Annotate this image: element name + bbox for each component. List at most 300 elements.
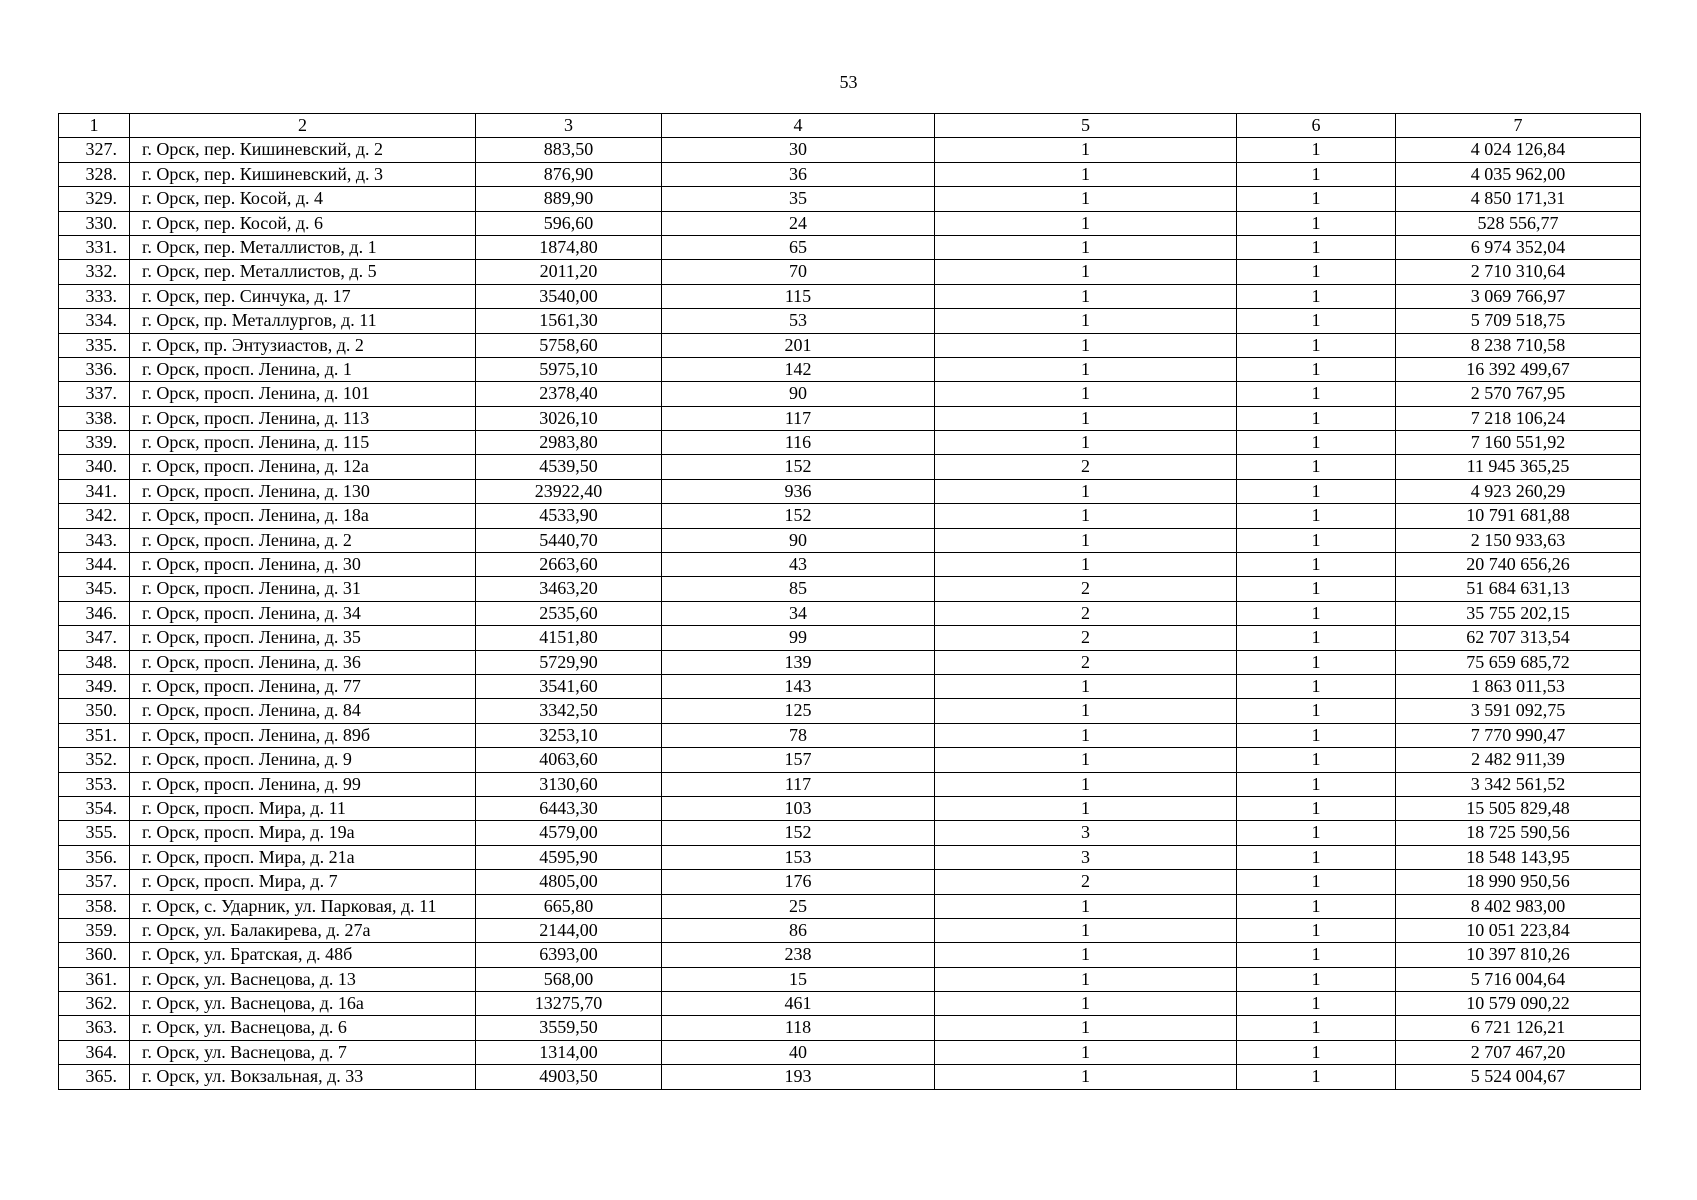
- table-row: [59, 1040, 1641, 1064]
- count-cell: 152: [662, 821, 935, 845]
- table-row: [59, 967, 1641, 991]
- address-cell: г. Орск, пер. Кишиневский, д. 2: [130, 138, 476, 162]
- table-row: [59, 382, 1641, 406]
- amount-cell: 1 863 011,53: [1396, 674, 1641, 698]
- address-cell: г. Орск, просп. Ленина, д. 89б: [130, 723, 476, 747]
- row-number: 363.: [59, 1016, 130, 1040]
- col5-cell: 1: [935, 235, 1237, 259]
- area-cell: 2011,20: [476, 260, 662, 284]
- table-row: [59, 406, 1641, 430]
- area-cell: 4151,80: [476, 626, 662, 650]
- col6-cell: 1: [1237, 528, 1396, 552]
- count-cell: 86: [662, 918, 935, 942]
- count-cell: 139: [662, 650, 935, 674]
- amount-cell: 6 721 126,21: [1396, 1016, 1641, 1040]
- address-cell: г. Орск, просп. Ленина, д. 2: [130, 528, 476, 552]
- address-cell: г. Орск, просп. Ленина, д. 30: [130, 553, 476, 577]
- table-row: [59, 284, 1641, 308]
- amount-cell: 5 709 518,75: [1396, 309, 1641, 333]
- col6-cell: 1: [1237, 674, 1396, 698]
- col6-cell: 1: [1237, 138, 1396, 162]
- row-number: 360.: [59, 943, 130, 967]
- count-cell: 53: [662, 309, 935, 333]
- area-cell: 4595,90: [476, 845, 662, 869]
- row-number: 331.: [59, 235, 130, 259]
- count-cell: 118: [662, 1016, 935, 1040]
- address-cell: г. Орск, с. Ударник, ул. Парковая, д. 11: [130, 894, 476, 918]
- area-cell: 4579,00: [476, 821, 662, 845]
- address-cell: г. Орск, просп. Ленина, д. 77: [130, 674, 476, 698]
- count-cell: 99: [662, 626, 935, 650]
- col6-cell: 1: [1237, 1040, 1396, 1064]
- address-cell: г. Орск, ул. Васнецова, д. 16а: [130, 992, 476, 1016]
- area-cell: 2144,00: [476, 918, 662, 942]
- area-cell: 1874,80: [476, 235, 662, 259]
- table-row: [59, 674, 1641, 698]
- address-cell: г. Орск, пер. Косой, д. 6: [130, 211, 476, 235]
- table-row: [59, 748, 1641, 772]
- column-header: 7: [1396, 114, 1641, 138]
- area-cell: 3130,60: [476, 772, 662, 796]
- amount-cell: 2 710 310,64: [1396, 260, 1641, 284]
- count-cell: 142: [662, 357, 935, 381]
- table-row: [59, 211, 1641, 235]
- count-cell: 117: [662, 406, 935, 430]
- address-cell: г. Орск, пер. Металлистов, д. 5: [130, 260, 476, 284]
- area-cell: 4805,00: [476, 870, 662, 894]
- amount-cell: 20 740 656,26: [1396, 553, 1641, 577]
- column-header: 4: [662, 114, 935, 138]
- area-cell: 3463,20: [476, 577, 662, 601]
- col6-cell: 1: [1237, 577, 1396, 601]
- area-cell: 2378,40: [476, 382, 662, 406]
- col6-cell: 1: [1237, 967, 1396, 991]
- address-cell: г. Орск, пр. Энтузиастов, д. 2: [130, 333, 476, 357]
- address-cell: г. Орск, просп. Мира, д. 19а: [130, 821, 476, 845]
- column-header: 1: [59, 114, 130, 138]
- table-row: [59, 650, 1641, 674]
- table-row: [59, 333, 1641, 357]
- row-number: 336.: [59, 357, 130, 381]
- area-cell: 4539,50: [476, 455, 662, 479]
- row-number: 351.: [59, 723, 130, 747]
- row-number: 327.: [59, 138, 130, 162]
- area-cell: 568,00: [476, 967, 662, 991]
- area-cell: 5440,70: [476, 528, 662, 552]
- table-row: [59, 260, 1641, 284]
- amount-cell: 528 556,77: [1396, 211, 1641, 235]
- address-cell: г. Орск, ул. Васнецова, д. 7: [130, 1040, 476, 1064]
- area-cell: 665,80: [476, 894, 662, 918]
- address-cell: г. Орск, просп. Ленина, д. 84: [130, 699, 476, 723]
- col5-cell: 2: [935, 577, 1237, 601]
- amount-cell: 18 990 950,56: [1396, 870, 1641, 894]
- col5-cell: 1: [935, 723, 1237, 747]
- col6-cell: 1: [1237, 943, 1396, 967]
- table-row: [59, 528, 1641, 552]
- table-row: [59, 870, 1641, 894]
- row-number: 338.: [59, 406, 130, 430]
- column-header: 5: [935, 114, 1237, 138]
- count-cell: 90: [662, 382, 935, 406]
- col5-cell: 1: [935, 748, 1237, 772]
- row-number: 346.: [59, 601, 130, 625]
- amount-cell: 4 850 171,31: [1396, 187, 1641, 211]
- table-row: [59, 772, 1641, 796]
- count-cell: 24: [662, 211, 935, 235]
- area-cell: 3559,50: [476, 1016, 662, 1040]
- address-cell: г. Орск, ул. Братская, д. 48б: [130, 943, 476, 967]
- count-cell: 43: [662, 553, 935, 577]
- table-row: [59, 357, 1641, 381]
- amount-cell: 2 482 911,39: [1396, 748, 1641, 772]
- amount-cell: 3 342 561,52: [1396, 772, 1641, 796]
- area-cell: 876,90: [476, 162, 662, 186]
- data-table: [58, 113, 1641, 1090]
- col5-cell: 1: [935, 1016, 1237, 1040]
- table-header-row: [59, 114, 1641, 138]
- address-cell: г. Орск, просп. Ленина, д. 18а: [130, 504, 476, 528]
- address-cell: г. Орск, просп. Мира, д. 7: [130, 870, 476, 894]
- row-number: 353.: [59, 772, 130, 796]
- area-cell: 3026,10: [476, 406, 662, 430]
- row-number: 347.: [59, 626, 130, 650]
- address-cell: г. Орск, просп. Ленина, д. 36: [130, 650, 476, 674]
- amount-cell: 5 716 004,64: [1396, 967, 1641, 991]
- address-cell: г. Орск, просп. Ленина, д. 1: [130, 357, 476, 381]
- amount-cell: 8 402 983,00: [1396, 894, 1641, 918]
- count-cell: 143: [662, 674, 935, 698]
- col5-cell: 1: [935, 772, 1237, 796]
- count-cell: 40: [662, 1040, 935, 1064]
- area-cell: 1561,30: [476, 309, 662, 333]
- table-row: [59, 504, 1641, 528]
- count-cell: 936: [662, 479, 935, 503]
- address-cell: г. Орск, ул. Васнецова, д. 13: [130, 967, 476, 991]
- col6-cell: 1: [1237, 260, 1396, 284]
- count-cell: 116: [662, 431, 935, 455]
- address-cell: г. Орск, ул. Балакирева, д. 27а: [130, 918, 476, 942]
- table-row: [59, 723, 1641, 747]
- amount-cell: 51 684 631,13: [1396, 577, 1641, 601]
- area-cell: 3540,00: [476, 284, 662, 308]
- page-number: 53: [839, 72, 858, 92]
- row-number: 344.: [59, 553, 130, 577]
- row-number: 333.: [59, 284, 130, 308]
- row-number: 350.: [59, 699, 130, 723]
- address-cell: г. Орск, просп. Ленина, д. 31: [130, 577, 476, 601]
- col5-cell: 1: [935, 1065, 1237, 1089]
- col6-cell: 1: [1237, 431, 1396, 455]
- col5-cell: 1: [935, 992, 1237, 1016]
- column-header: 6: [1237, 114, 1396, 138]
- address-cell: г. Орск, просп. Мира, д. 11: [130, 796, 476, 820]
- address-cell: г. Орск, просп. Ленина, д. 9: [130, 748, 476, 772]
- area-cell: 13275,70: [476, 992, 662, 1016]
- address-cell: г. Орск, ул. Вокзальная, д. 33: [130, 1065, 476, 1089]
- row-number: 345.: [59, 577, 130, 601]
- col6-cell: 1: [1237, 162, 1396, 186]
- col5-cell: 2: [935, 870, 1237, 894]
- count-cell: 30: [662, 138, 935, 162]
- amount-cell: 35 755 202,15: [1396, 601, 1641, 625]
- address-cell: г. Орск, пр. Металлургов, д. 11: [130, 309, 476, 333]
- area-cell: 2983,80: [476, 431, 662, 455]
- count-cell: 117: [662, 772, 935, 796]
- col5-cell: 1: [935, 479, 1237, 503]
- row-number: 339.: [59, 431, 130, 455]
- col5-cell: 1: [935, 894, 1237, 918]
- count-cell: 70: [662, 260, 935, 284]
- amount-cell: 10 397 810,26: [1396, 943, 1641, 967]
- count-cell: 193: [662, 1065, 935, 1089]
- row-number: 328.: [59, 162, 130, 186]
- count-cell: 152: [662, 455, 935, 479]
- table-row: [59, 455, 1641, 479]
- col6-cell: 1: [1237, 406, 1396, 430]
- table-row: [59, 699, 1641, 723]
- amount-cell: 7 160 551,92: [1396, 431, 1641, 455]
- col5-cell: 1: [935, 211, 1237, 235]
- col6-cell: 1: [1237, 845, 1396, 869]
- col5-cell: 1: [935, 918, 1237, 942]
- amount-cell: 15 505 829,48: [1396, 796, 1641, 820]
- col5-cell: 2: [935, 455, 1237, 479]
- col5-cell: 1: [935, 699, 1237, 723]
- table-row: [59, 162, 1641, 186]
- count-cell: 153: [662, 845, 935, 869]
- col5-cell: 1: [935, 260, 1237, 284]
- col5-cell: 2: [935, 626, 1237, 650]
- area-cell: 6393,00: [476, 943, 662, 967]
- amount-cell: 2 150 933,63: [1396, 528, 1641, 552]
- table-row: [59, 845, 1641, 869]
- amount-cell: 3 069 766,97: [1396, 284, 1641, 308]
- area-cell: 4063,60: [476, 748, 662, 772]
- count-cell: 36: [662, 162, 935, 186]
- row-number: 355.: [59, 821, 130, 845]
- count-cell: 103: [662, 796, 935, 820]
- row-number: 348.: [59, 650, 130, 674]
- count-cell: 85: [662, 577, 935, 601]
- row-number: 361.: [59, 967, 130, 991]
- amount-cell: 11 945 365,25: [1396, 455, 1641, 479]
- row-number: 337.: [59, 382, 130, 406]
- amount-cell: 62 707 313,54: [1396, 626, 1641, 650]
- col6-cell: 1: [1237, 553, 1396, 577]
- amount-cell: 7 218 106,24: [1396, 406, 1641, 430]
- col6-cell: 1: [1237, 357, 1396, 381]
- address-cell: г. Орск, пер. Металлистов, д. 1: [130, 235, 476, 259]
- col5-cell: 1: [935, 796, 1237, 820]
- row-number: 342.: [59, 504, 130, 528]
- column-header: 2: [130, 114, 476, 138]
- col6-cell: 1: [1237, 650, 1396, 674]
- col5-cell: 3: [935, 821, 1237, 845]
- col6-cell: 1: [1237, 309, 1396, 333]
- row-number: 332.: [59, 260, 130, 284]
- table-row: [59, 479, 1641, 503]
- col5-cell: 1: [935, 138, 1237, 162]
- amount-cell: 4 923 260,29: [1396, 479, 1641, 503]
- col6-cell: 1: [1237, 235, 1396, 259]
- address-cell: г. Орск, просп. Ленина, д. 101: [130, 382, 476, 406]
- col6-cell: 1: [1237, 796, 1396, 820]
- amount-cell: 6 974 352,04: [1396, 235, 1641, 259]
- count-cell: 157: [662, 748, 935, 772]
- count-cell: 152: [662, 504, 935, 528]
- row-number: 362.: [59, 992, 130, 1016]
- address-cell: г. Орск, просп. Ленина, д. 113: [130, 406, 476, 430]
- row-number: 359.: [59, 918, 130, 942]
- count-cell: 461: [662, 992, 935, 1016]
- amount-cell: 4 024 126,84: [1396, 138, 1641, 162]
- area-cell: 4533,90: [476, 504, 662, 528]
- col6-cell: 1: [1237, 870, 1396, 894]
- col6-cell: 1: [1237, 1016, 1396, 1040]
- address-cell: г. Орск, просп. Ленина, д. 34: [130, 601, 476, 625]
- address-cell: г. Орск, просп. Ленина, д. 115: [130, 431, 476, 455]
- area-cell: 5729,90: [476, 650, 662, 674]
- col5-cell: 3: [935, 845, 1237, 869]
- row-number: 334.: [59, 309, 130, 333]
- count-cell: 115: [662, 284, 935, 308]
- row-number: 352.: [59, 748, 130, 772]
- col5-cell: 1: [935, 1040, 1237, 1064]
- table-row: [59, 1065, 1641, 1089]
- amount-cell: 75 659 685,72: [1396, 650, 1641, 674]
- count-cell: 25: [662, 894, 935, 918]
- address-cell: г. Орск, пер. Косой, д. 4: [130, 187, 476, 211]
- table-row: [59, 894, 1641, 918]
- table-row: [59, 553, 1641, 577]
- col6-cell: 1: [1237, 748, 1396, 772]
- address-cell: г. Орск, ул. Васнецова, д. 6: [130, 1016, 476, 1040]
- area-cell: 883,50: [476, 138, 662, 162]
- row-number: 356.: [59, 845, 130, 869]
- table-row: [59, 918, 1641, 942]
- address-cell: г. Орск, просп. Ленина, д. 130: [130, 479, 476, 503]
- count-cell: 35: [662, 187, 935, 211]
- col6-cell: 1: [1237, 894, 1396, 918]
- col6-cell: 1: [1237, 772, 1396, 796]
- col6-cell: 1: [1237, 992, 1396, 1016]
- col6-cell: 1: [1237, 211, 1396, 235]
- table-row: [59, 309, 1641, 333]
- row-number: 335.: [59, 333, 130, 357]
- col6-cell: 1: [1237, 699, 1396, 723]
- area-cell: 3342,50: [476, 699, 662, 723]
- row-number: 364.: [59, 1040, 130, 1064]
- col6-cell: 1: [1237, 723, 1396, 747]
- amount-cell: 18 548 143,95: [1396, 845, 1641, 869]
- table-row: [59, 796, 1641, 820]
- count-cell: 65: [662, 235, 935, 259]
- amount-cell: 7 770 990,47: [1396, 723, 1641, 747]
- area-cell: 2535,60: [476, 601, 662, 625]
- count-cell: 125: [662, 699, 935, 723]
- row-number: 329.: [59, 187, 130, 211]
- col6-cell: 1: [1237, 626, 1396, 650]
- col6-cell: 1: [1237, 479, 1396, 503]
- count-cell: 176: [662, 870, 935, 894]
- amount-cell: 16 392 499,67: [1396, 357, 1641, 381]
- row-number: 343.: [59, 528, 130, 552]
- col5-cell: 1: [935, 309, 1237, 333]
- table-row: [59, 992, 1641, 1016]
- area-cell: 2663,60: [476, 553, 662, 577]
- col5-cell: 2: [935, 601, 1237, 625]
- address-cell: г. Орск, пер. Синчука, д. 17: [130, 284, 476, 308]
- col5-cell: 1: [935, 967, 1237, 991]
- col5-cell: 1: [935, 943, 1237, 967]
- area-cell: 4903,50: [476, 1065, 662, 1089]
- table-row: [59, 187, 1641, 211]
- area-cell: 5758,60: [476, 333, 662, 357]
- amount-cell: 18 725 590,56: [1396, 821, 1641, 845]
- table-body: [59, 138, 1641, 1089]
- area-cell: 6443,30: [476, 796, 662, 820]
- row-number: 357.: [59, 870, 130, 894]
- address-cell: г. Орск, пер. Кишиневский, д. 3: [130, 162, 476, 186]
- col5-cell: 1: [935, 187, 1237, 211]
- area-cell: 3253,10: [476, 723, 662, 747]
- amount-cell: 10 051 223,84: [1396, 918, 1641, 942]
- count-cell: 34: [662, 601, 935, 625]
- col5-cell: 1: [935, 284, 1237, 308]
- row-number: 349.: [59, 674, 130, 698]
- col6-cell: 1: [1237, 1065, 1396, 1089]
- table-row: [59, 431, 1641, 455]
- table-row: [59, 235, 1641, 259]
- amount-cell: 2 570 767,95: [1396, 382, 1641, 406]
- area-cell: 596,60: [476, 211, 662, 235]
- amount-cell: 8 238 710,58: [1396, 333, 1641, 357]
- area-cell: 5975,10: [476, 357, 662, 381]
- amount-cell: 4 035 962,00: [1396, 162, 1641, 186]
- col5-cell: 1: [935, 553, 1237, 577]
- col6-cell: 1: [1237, 284, 1396, 308]
- address-cell: г. Орск, просп. Ленина, д. 35: [130, 626, 476, 650]
- table-row: [59, 138, 1641, 162]
- amount-cell: 3 591 092,75: [1396, 699, 1641, 723]
- col6-cell: 1: [1237, 382, 1396, 406]
- count-cell: 90: [662, 528, 935, 552]
- col5-cell: 1: [935, 357, 1237, 381]
- table-row: [59, 821, 1641, 845]
- col6-cell: 1: [1237, 504, 1396, 528]
- column-header: 3: [476, 114, 662, 138]
- count-cell: 15: [662, 967, 935, 991]
- address-cell: г. Орск, просп. Ленина, д. 12а: [130, 455, 476, 479]
- area-cell: 1314,00: [476, 1040, 662, 1064]
- col6-cell: 1: [1237, 333, 1396, 357]
- col5-cell: 1: [935, 406, 1237, 430]
- row-number: 341.: [59, 479, 130, 503]
- row-number: 330.: [59, 211, 130, 235]
- amount-cell: 10 791 681,88: [1396, 504, 1641, 528]
- col6-cell: 1: [1237, 601, 1396, 625]
- col6-cell: 1: [1237, 455, 1396, 479]
- amount-cell: 5 524 004,67: [1396, 1065, 1641, 1089]
- table-row: [59, 601, 1641, 625]
- count-cell: 78: [662, 723, 935, 747]
- row-number: 358.: [59, 894, 130, 918]
- col6-cell: 1: [1237, 918, 1396, 942]
- table-row: [59, 1016, 1641, 1040]
- col5-cell: 1: [935, 333, 1237, 357]
- amount-cell: 10 579 090,22: [1396, 992, 1641, 1016]
